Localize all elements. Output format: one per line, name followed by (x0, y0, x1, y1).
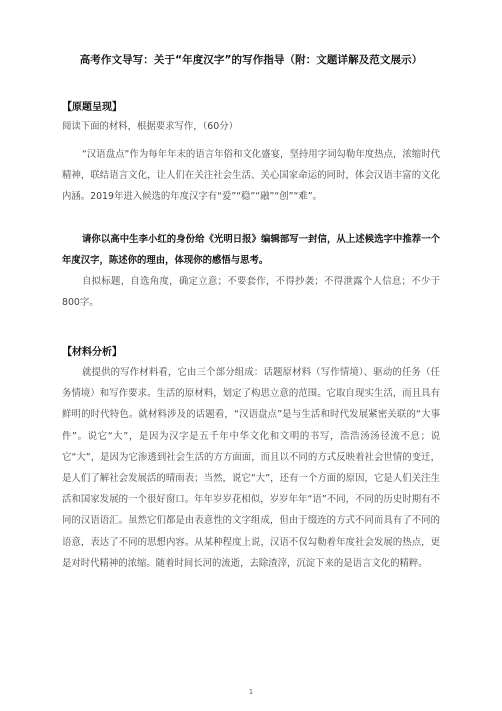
section-heading-material-analysis: 【材料分析】 (62, 347, 122, 358)
question-material: “汉语盘点”作为每年年末的语言年俗和文化盛宴，坚持用字词勾勒年度热点，浓缩时代精神，联结语言文化，让人们在关注社会生活、关心国家命运的同时，体会汉语丰富的文化内涵。2019年进入候选的年度汉字有“爱”“稳”“融”“创”“难”。 (62, 149, 440, 203)
question-requirements: 自拟标题，自选角度，确定立意；不要套作，不得抄袭；不得泄露个人信息；不少于800字。 (62, 276, 440, 309)
section-heading-original-question: 【原题呈现】 (62, 102, 122, 113)
document-title: 高考作文导写：关于“年度汉字”的写作指导（附：文题详解及范文展示） (79, 54, 423, 66)
page-number: 1 (248, 688, 254, 696)
question-instruction: 阅读下面的材料，根据要求写作，（60分） (62, 121, 238, 132)
question-task: 请你以高中生李小红的身份给《光明日报》编辑部写一封信，从上述候选字中推荐一个年度汉字，陈述你的理由，体现你的感悟与思考。 (62, 234, 440, 267)
analysis-paragraph: 就提供的写作材料看，它由三个部分组成：话题原材料（写作情境）、驱动的任务（任务情境）和写作要求。生活的原材料，划定了构思立意的范围。它取自现实生活，而且具有鲜明的时代特色。就材料涉及的话题看，“汉语盘点”是与生活和时代发展紧密关联的“大事件”。说它“大”，是因为汉字是五千年中华文化和文明的书写，浩浩汤汤径流不息；说它“大”，是因为它渗透到社会生活的方方面面，而且以不同的方式反映着社会世情的变迁，是人们了解社会发展活的晴雨表；当然，说它“大”，还有一个方面的原因，它是人们关注生活和国家发展的一个很好窗口。年年岁岁花相似，岁岁年年“语”不同，不同的历史时期有不同的汉语语汇。虽然它们都是由表意性的文字组成，但由于缀连的方式不同而具有了不同的语意，表达了不同的思想内容。从某种程度上说，汉语不仅勾勒着年度社会发展的热点，更是对时代精神的浓缩。随着时间长河的流逝，去除渣滓，沉淀下来的是语言文化的精粹。 (62, 367, 440, 569)
